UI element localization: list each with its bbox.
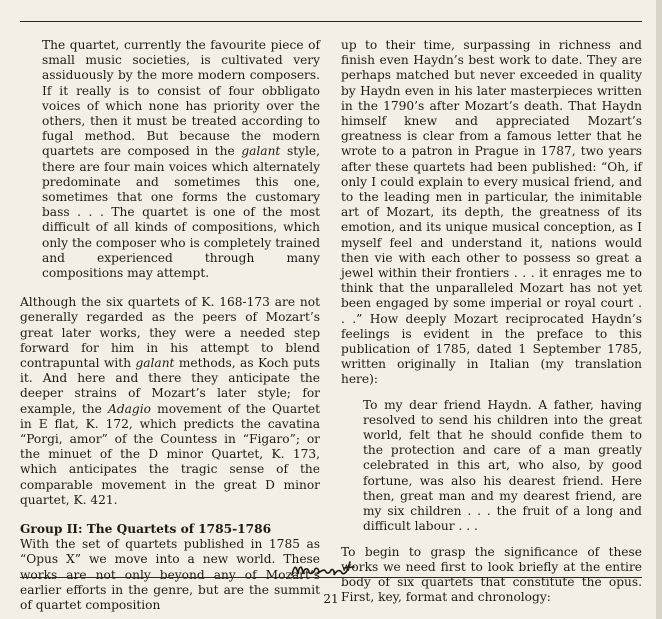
section-heading: Group II: The Quartets of 1785-1786 [20,522,272,537]
para-text: movement of the Quartet in E flat, K. 172, which predicts the cavatina “Porgi, amor” of the Countess in “Figaro”; or the minuet of the D minor Quartet, K. 173, which anticipates the tragic sense of the comparable movement in the great D minor quartet, K. 421. [20,401,320,507]
dedication-quote: To my dear friend Haydn. A father, having resolved to send his children into the great world, felt that he should confide them to the protection and care of a man greatly celebrated in this art, who also, by good fortune, was also his dearest friend. Here then, great man and my dearest friend, are my six children . . . the fruit of a long and difficult labour . . . [363,397,642,534]
top-rule [20,21,642,22]
koch-quote [20,38,320,281]
paragraph-group-two: With the set of quartets published in 1785 as “Opus X” we move into a new world. These works are not only beyond any of Mozart’s earlier efforts in the genre, but are the summit of quartet composition [20,537,320,612]
koch-quote-italic: galant [241,144,281,159]
paragraph-chronology: To begin to grasp the significance of these works we need first to look briefly at the entire body of six quartets that constitute the opus. First, key, format and chronology: [341,544,642,605]
para-italic: galant [135,356,175,371]
right-column [341,38,642,605]
paragraph-early-quartets [20,295,320,508]
page-number: 21 [323,592,339,606]
left-column [20,38,320,613]
bottom-rule [20,577,642,578]
koch-quote-text-2: style, there are four main voices which alternately predominate and sometimes this one, sometimes that one forms the customary bass . . . The quartet is one of the most difficult of all kinds of compositions, which only the composer who is completely trained and experienced through many compositions may attempt. [42,144,320,281]
para-italic: Adagio [108,401,151,416]
page-edge [656,0,662,619]
paragraph-haydn-letter: up to their time, surpassing in richness and finish even Haydn’s best work to date. They are perhaps matched but never exceeded in quality by Haydn even in his later masterpieces written in the 1790’s after Mozart’s death. That Haydn himself knew and appreciated Mozart’s greatness is clear from a famous letter that he wrote to a patron in Prague in 1787, two years after these quartets had been published: “Oh, if only I could explain to every musical friend, and to the leading men in particular, the inimitable art of Mozart, its depth, the greatness of its emotion, and its unique musical conception, as I myself feel and understand it, nations would then vie with each other to possess so great a jewel within their frontiers . . . it enrages me to think that the unparalleled Mozart has not yet been engaged by some imperial or royal court . . .” How deeply Mozart reciprocated Haydn’s feelings is evident in the preface to this publication of 1785, dated 1 September 1785, written originally in Italian (my translation here): [341,38,642,387]
para-text: Although the six quartets of K. 168-173 are not generally regarded as the peers of Mozart’s great later works, they were a needed step forward for him in his attempt to blend contrapuntal with [20,295,320,371]
para-text: methods, as Koch puts it. And here and there they anticipate the deeper strains of Mozart’s later style; for example, the [20,356,320,416]
koch-quote-text-1: The quartet, currently the favourite piece of small music societies, is cultivated very assiduously by the more modern composers. If it really is to consist of four obbligato voices of which none has priority over the others, then it must be treated according to fugal method. But because the modern quartets are composed in the [42,38,320,159]
